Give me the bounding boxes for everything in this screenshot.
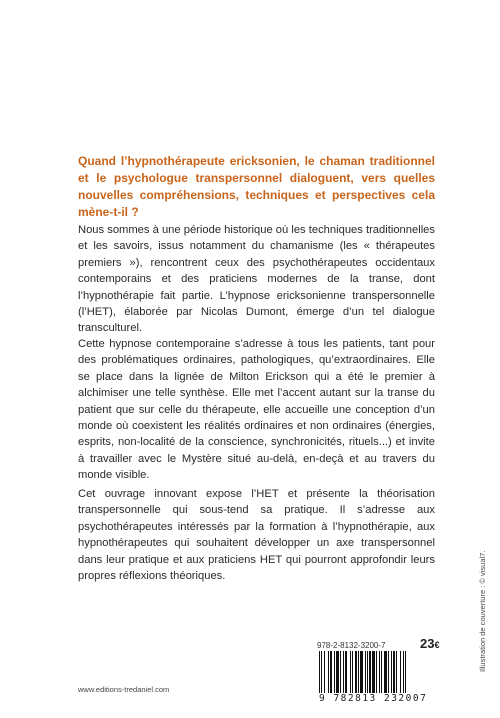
paragraph-1: Nous sommes à une période historique où les techniques traditionnelles et les savoirs, issus notamment du chamanisme (les « thérapeutes premiers »), rencontrent ceux des psychothérapeutes occidentaux contemporains et des praticiens modernes de la transe, dont l’hypnothérapie fait partie. L’hypnose ericksonienne transpersonnelle (l’HET), élaborée par Nicolas Dumont, émerge d’un tel dialogue transculturel. bbox=[78, 224, 435, 335]
price bbox=[420, 636, 439, 651]
publisher-website: www.editions-tredaniel.com bbox=[78, 685, 170, 694]
barcode-digits: 9 782813 232007 bbox=[319, 693, 428, 704]
isbn-number: 978-2-8132-3200-7 bbox=[317, 641, 386, 650]
barcode-icon bbox=[318, 651, 440, 697]
cover-illustration-credit: Illustration de couverture : © visual7. bbox=[478, 550, 487, 672]
price-amount: 23 bbox=[420, 636, 435, 651]
paragraph-3: Cet ouvrage innovant expose l’HET et présente la théorisation transpersonnelle qui sous-tend sa pratique. Il s’adresse aux psychothérapeutes intéressés par la formation à l’hypnothérapie, aux hypnothérapeutes qui souhaitent développer un axe transpersonnel dans leur pratique et aux praticiens HET qui pourront approfondir leurs propres réflexions théoriques. bbox=[78, 488, 435, 583]
price-currency: € bbox=[434, 640, 440, 650]
back-cover-lead: Quand l’hypnothérapeute ericksonien, le chaman traditionnel et le psychologue transpersonnel dialoguent, vers quelles nouvelles compréhensions, techniques et perspectives cela mène-t-il ? bbox=[78, 154, 435, 219]
paragraph-2: Cette hypnose contemporaine s’adresse à tous les patients, tant pour des problématiques ordinaires, pathologiques, qu’extraordinaires. Elle se place dans la lignée de Milton Erickson qui a été le premier à alchimiser une telle synthèse. Elle met l’accent autant sur la transe du patient que sur celle du thérapeute, elle accueille une conception d’un monde où coexistent les réalités ordinaires et non ordinaires (énergies, esprits, non-localité de la conscience, synchronicités, rituels...) et invite à travailler avec le Mystère situé au-delà, en-deçà et au travers du monde visible. bbox=[78, 338, 435, 482]
